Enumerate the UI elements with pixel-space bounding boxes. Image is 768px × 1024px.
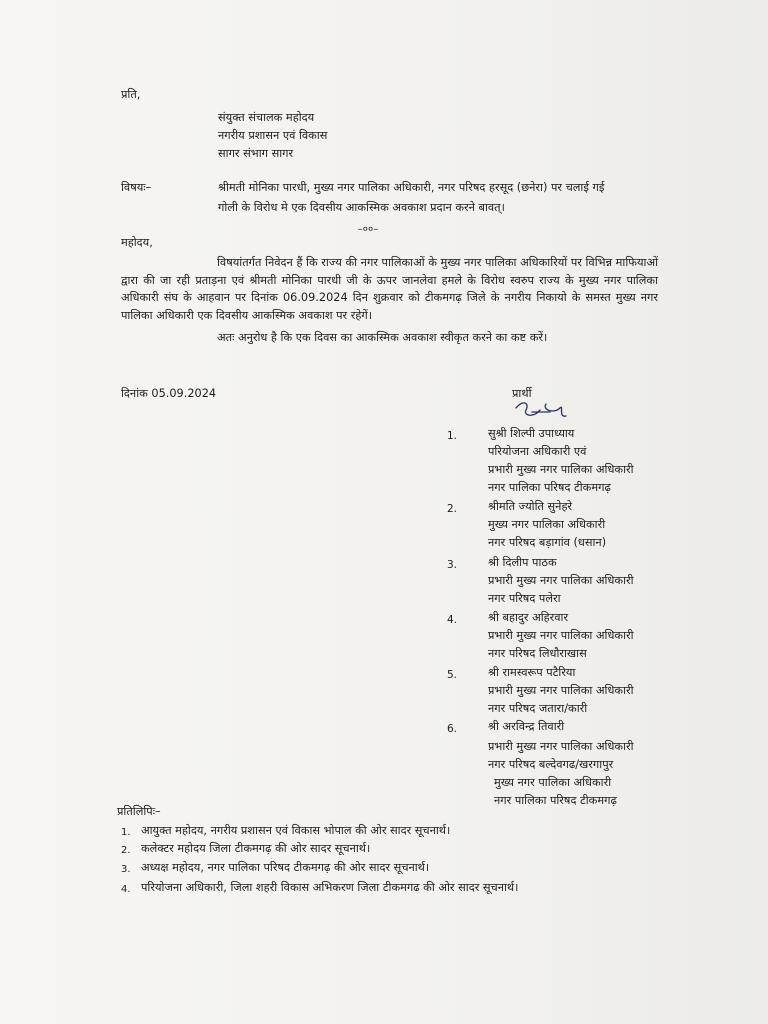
signee-5-line-3: नगर परिषद जतारा/कारी <box>488 702 588 715</box>
signee-2-line-3: नगर परिषद बड़ागांव (धसान) <box>488 536 607 549</box>
signee-2-line-2: मुख्य नगर पालिका अधिकारी <box>488 518 606 531</box>
final-signee-line-2: नगर पालिका परिषद टीकमगढ़ <box>494 794 617 807</box>
signee-1-line-3: प्रभारी मुख्य नगर पालिका अधिकारी <box>488 463 634 476</box>
signee-5-name: श्री रामस्वरूप पटैरिया <box>488 666 576 679</box>
copy-to-item-4: परियोजना अधिकारी, जिला शहरी विकास अभिकरण जिला टीकमगढ की ओर सादर सूचनार्थ। <box>141 881 519 894</box>
signee-1-number: 1. <box>447 430 458 442</box>
signee-6-line-3: नगर परिषद बल्देवगढ/खरगापुर <box>488 758 614 771</box>
body-paragraph-1: विषयांतर्गत निवेदन हैं कि राज्य की नगर पालिकाओं के मुख्य नगर पालिका अधिकारियों पर विभिन्न माफियाओं द्वारा की जा रही प्रताड़ना एवं श्रीमती मोनिका पारधी जी के ऊपर जानलेवा हमले के विरोध स्वरुप राज्य के मुख्य नगर पालिका अधिकारी संघ के आहवान पर दिनांक 06.09.2024 दिन शुक्रवार को टीकमगढ़ जिले के नगरीय निकायो के समस्त मुख्य नगर पालिका अधिकारी एक दिवसीय आकस्मिक अवकाश पर रहेगें। <box>121 256 658 322</box>
signee-5-line-2: प्रभारी मुख्य नगर पालिका अधिकारी <box>488 684 634 697</box>
copy-to-item-3-number: 3. <box>121 864 131 875</box>
signee-3-name: श्री दिलीप पाठक <box>488 556 557 569</box>
subject-line-2: गोली के विरोध मे एक दिवसीय आकस्मिक अवकाश प्रदान करने बावत्। <box>218 201 505 214</box>
copy-to-label: प्रतिलिपिः– <box>117 805 161 818</box>
signee-1-line-4: नगर पालिका परिषद टीकमगढ़ <box>488 481 611 494</box>
signee-1-line-2: परियोजना अधिकारी एवं <box>488 445 587 458</box>
subject-line-1: श्रीमती मोनिका पारधी, मुख्य नगर पालिका अधिकारी, नगर परिषद हरसूद (छनेरा) पर चलाई गई <box>218 181 605 194</box>
signee-2-name: श्रीमति ज्योति सुनेहरे <box>488 500 573 513</box>
signee-1-name: सुश्री शिल्पी उपाध्याय <box>488 427 575 440</box>
signee-6-line-2: प्रभारी मुख्य नगर पालिका अधिकारी <box>488 740 634 753</box>
addressee-line-3: सागर संभाग सागर <box>218 147 294 160</box>
body-paragraph-2: अतः अनुरोध है कि एक दिवस का आकस्मिक अवकाश स्वीकृत करने का कष्ट करें। <box>217 331 548 344</box>
salutation-to: प्रति, <box>121 88 141 101</box>
greeting: महोदय, <box>121 236 153 249</box>
subject-label: विषयः– <box>121 181 152 194</box>
signee-4-line-2: प्रभारी मुख्य नगर पालिका अधिकारी <box>488 629 634 642</box>
copy-to-item-2-number: 2. <box>121 845 131 856</box>
addressee-line-2: नगरीय प्रशासन एवं विकास <box>218 129 328 142</box>
signee-3-line-2: प्रभारी मुख्य नगर पालिका अधिकारी <box>488 574 634 587</box>
copy-to-item-1: आयुक्त महोदय, नगरीय प्रशासन एवं विकास भोपाल की ओर सादर सूचनार्थ। <box>141 824 451 837</box>
signee-3-number: 3. <box>447 559 458 571</box>
applicant-label: प्रार्थी <box>512 387 532 400</box>
signee-6-number: 6. <box>447 723 458 735</box>
signee-6-name: श्री अरविन्द्र तिवारी <box>488 720 565 733</box>
signee-3-line-3: नगर परिषद पलेरा <box>488 592 561 605</box>
date-line: दिनांक 05.09.2024 <box>121 387 217 400</box>
signee-4-number: 4. <box>447 614 458 626</box>
signature-mark <box>510 398 570 426</box>
copy-to-item-2: कलेक्टर महोदय जिला टीकमगढ़ की ओर सादर सूचनार्थ। <box>141 842 371 855</box>
signee-4-name: श्री बहादुर अहिरवार <box>488 611 569 624</box>
addressee-line-1: संयुक्त संचालक महोदय <box>218 111 315 124</box>
signee-4-line-3: नगर परिषद लिधौराखास <box>488 647 587 660</box>
copy-to-item-3: अध्यक्ष महोदय, नगर पालिका परिषद टीकमगढ़ की ओर सादर सूचनार्थ। <box>141 861 430 874</box>
copy-to-item-1-number: 1. <box>121 827 131 838</box>
final-signee-line-1: मुख्य नगर पालिका अधिकारी <box>494 776 612 789</box>
divider: –००– <box>357 224 379 235</box>
signee-5-number: 5. <box>447 669 458 681</box>
copy-to-item-4-number: 4. <box>121 884 131 895</box>
signee-2-number: 2. <box>447 503 458 515</box>
